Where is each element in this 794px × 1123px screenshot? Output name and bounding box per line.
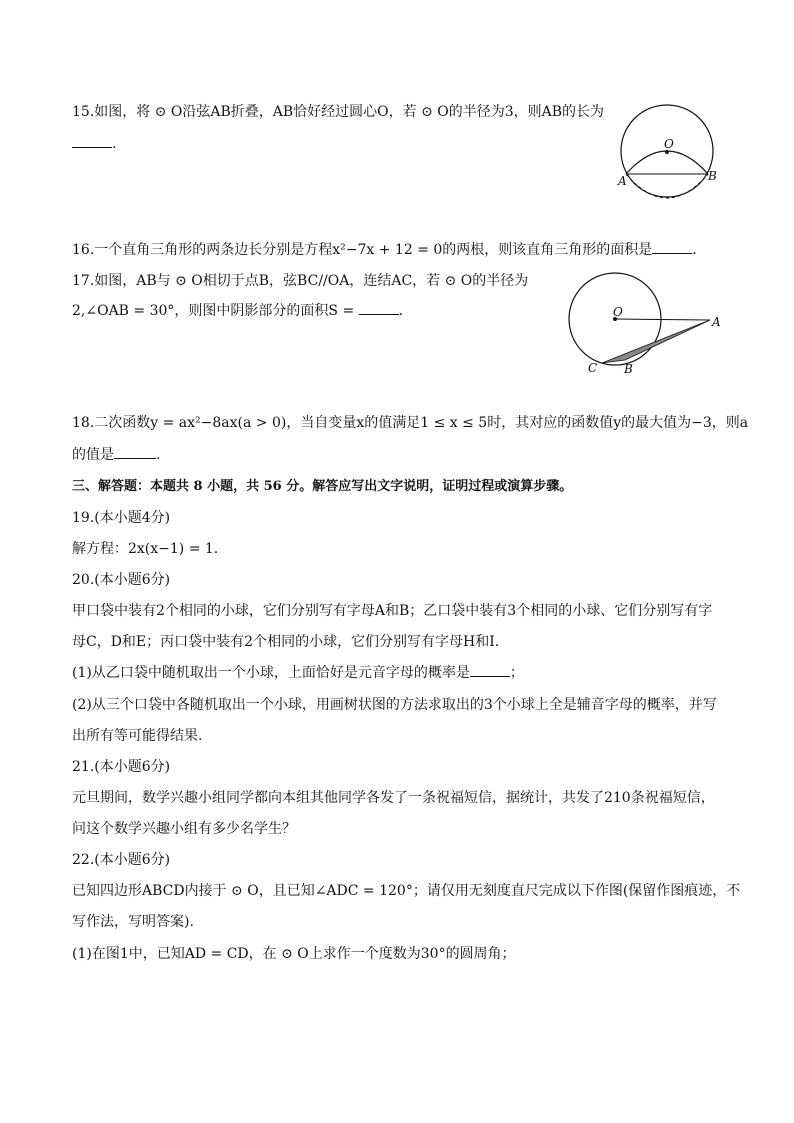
q20-line1: 甲口袋中装有2个相同的小球，它们分别写有字母A和B；乙口袋中装有3个相同的小球、它们分别写有字 [72,603,713,619]
label-b: B [708,169,717,183]
q19-head: 19.(本小题4分) [72,510,171,526]
q22-head: 22.(本小题6分) [72,852,171,868]
folded-arc [626,151,708,174]
q16-line1: 16.一个直角三角形的两条边长分别是方程x²−7x + 12 = 0的两根，则该直角三角形的面积是 . [72,242,697,258]
q17-line1: 17.如图，AB与 ⊙ O相切于点B，弦BC//OA，连结AC，若 ⊙ O的半径为 [72,273,529,289]
answer-blank[interactable] [359,302,399,315]
answer-blank[interactable] [72,135,112,148]
label-c: C [588,361,598,375]
q20-line2: 母C，D和E；丙口袋中装有2个相同的小球，它们分别写有字母H和I. [72,634,500,650]
q19-body: 解方程：2x(x−1) = 1. [72,541,219,557]
q22-line1: 已知四边形ABCD内接于 ⊙ O，且已知∠ADC = 120°；请仅用无刻度直尺完成以下作图(保留作图痕迹，不 [72,883,741,899]
q21-head: 21.(本小题6分) [72,759,171,775]
answer-blank[interactable] [114,446,156,459]
label-a: A [618,174,627,188]
q15-line2: . [72,135,116,153]
segment-oa [615,319,710,320]
answer-blank[interactable] [652,241,692,254]
q22-part1: (1)在图1中，已知AD = CD，在 ⊙ O上求作一个度数为30°的圆周角； [72,946,516,962]
label-o: O [613,305,623,319]
q17-figure [560,268,735,378]
label-a: A [712,315,721,329]
q18-line2: 的值是 . [72,447,161,463]
q20-part1: (1)从乙口袋中随机取出一个小球，上面恰好是元音字母的概率是 ； [72,665,524,681]
q17-line2: 2,∠OAB = 30°，则图中阴影部分的面积S = . [72,303,404,319]
q18-line1: 18.二次函数y = ax²−8ax(a > 0)，当自变量x的值满足1 ≤ x ≤ 5时，其对应的函数值y的最大值为−3，则a [72,415,749,431]
q15-text: 15.如图，将 ⊙ O沿弦AB折叠，AB恰好经过圆心O，若 ⊙ O的半径为3，则AB的长为 [72,104,605,120]
q21-line1: 元旦期间，数学兴趣小组同学都向本组其他同学各发了一条祝福短信，据统计，共发了210条祝福短信， [72,790,715,806]
q15-figure [612,100,722,210]
section-heading: 三、解答题：本题共 8 小题，共 56 分。解答应写出文字说明，证明过程或演算步骤。 [72,479,573,494]
shaded-region [602,320,710,363]
q20-head: 20.(本小题6分) [72,572,171,588]
answer-blank[interactable] [470,664,510,677]
label-b: B [624,362,633,376]
q20-part2a: (2)从三个口袋中各随机取出一个小球，用画树状图的方法求取出的3个小球上全是辅音字母的概率，并写 [72,697,717,713]
q15-line1 [72,103,604,121]
q20-part2b: 出所有等可能得结果. [72,728,203,744]
label-o: O [664,137,674,151]
q22-line2: 写作法，写明答案). [72,914,194,930]
q21-line2: 问这个数学兴趣小组有多少名学生？ [72,821,296,837]
original-arc [626,174,708,198]
